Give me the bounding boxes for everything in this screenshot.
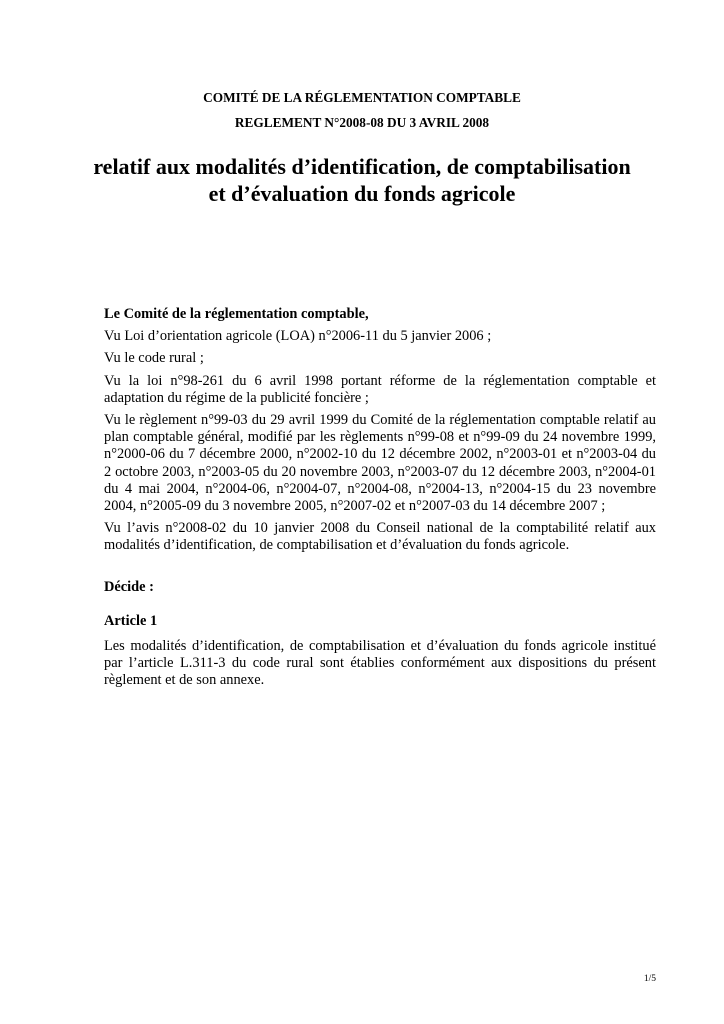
preamble-item: Vu le code rural ;: [104, 350, 204, 367]
title-line-1: relatif aux modalités d’identification, de comptabilisation: [93, 154, 631, 179]
preamble-item: Vu Loi d’orientation agricole (LOA) n°2006-11 du 5 janvier 2006 ;: [104, 328, 492, 345]
article-1-heading: Article 1: [104, 612, 158, 629]
article-1-text: Les modalités d’identification, de comptabilisation et d’évaluation du fonds agricole institué par l’article L.311-3 du code rural sont établies conformément aux dispositions du présent règlement et de son annexe.: [104, 638, 656, 689]
committee-heading: COMITÉ DE LA RÉGLEMENTATION COMPTABLE: [203, 90, 521, 105]
preamble-intro: Le Comité de la réglementation comptable,: [104, 306, 369, 322]
preamble-item: Vu le règlement n°99-03 du 29 avril 1999 du Comité de la réglementation comptable relatif au plan comptable général, modifié par les règlements n°99-08 et n°99-09 du 24 novembre 1999, n°2000-06 du 7 décembre 2000, n°2002-10 du 12 décembre 2002, n°2003-01 et n°2003-04 du 2 octobre 2003, n°2003-05 du 20 novembre 2003, n°2003-07 du 12 décembre 2003, n°2004-01 du 4 mai 2004, n°2004-06, n°2004-07, n°2004-08, n°2004-13, n°2004-15 du 23 novembre 2004, n°2005-09 du 3 novembre 2005, n°2007-02 et n°2007-03 du 14 décembre 2007 ;: [104, 412, 656, 515]
page-number: 1/5: [643, 974, 656, 984]
preamble-item: Vu la loi n°98-261 du 6 avril 1998 portant réforme de la réglementation comptable et adaptation du régime de la publicité foncière ;: [104, 372, 656, 406]
document-title: [60, 153, 664, 207]
preamble-item: Vu l’avis n°2008-02 du 10 janvier 2008 du Conseil national de la comptabilité relatif aux modalités d’identification, de comptabilisation et d’évaluation du fonds agricole.: [104, 520, 656, 554]
document-body: [104, 306, 656, 695]
regulation-heading: REGLEMENT N°2008-08 DU 3 AVRIL 2008: [234, 115, 490, 130]
title-line-2: et d’évaluation du fonds agricole: [208, 181, 516, 206]
decision-label: Décide :: [104, 578, 154, 595]
